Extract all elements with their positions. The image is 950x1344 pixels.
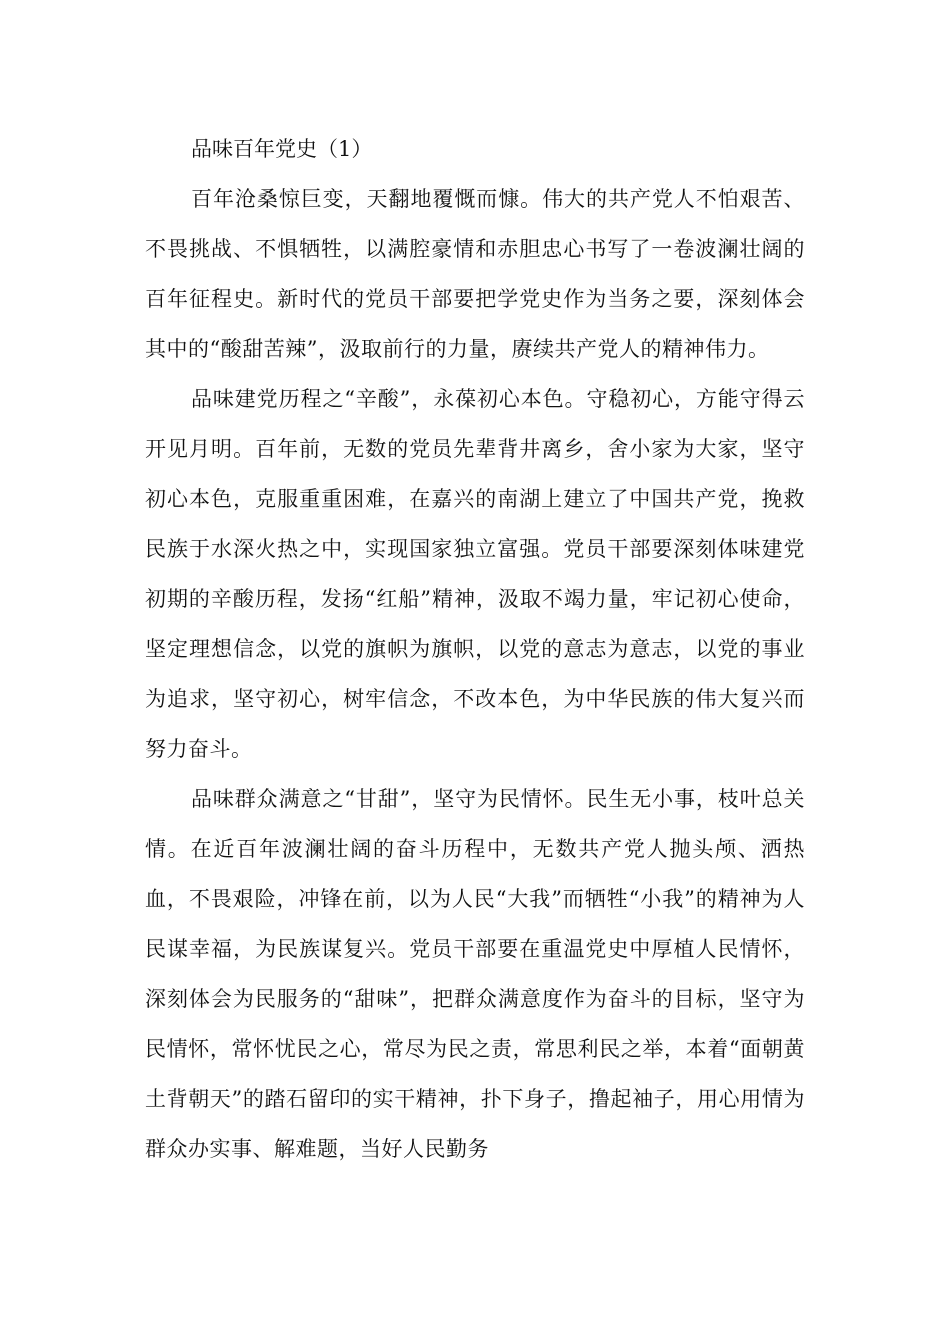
paragraph-founding-hardship: 品味建党历程之“辛酸”，永葆初心本色。守稳初心，方能守得云开见月明。百年前，无数的党员先辈背井离乡，舍小家为大家，坚守初心本色，克服重重困难，在嘉兴的南湖上建立了中国共产党，挽救民族于水深火热之中，实现国家独立富强。党员干部要深刻体味建党初期的辛酸历程，发扬“红船”精神，汲取不竭力量，牢记初心使命，坚定理想信念，以党的旗帜为旗帜，以党的意志为意志，以党的事业为追求，坚守初心，树牢信念，不改本色，为中华民族的伟大复兴而努力奋斗。 xyxy=(145,387,805,761)
paragraph-people-satisfaction: 品味群众满意之“甘甜”，坚守为民情怀。民生无小事，枝叶总关情。在近百年波澜壮阔的奋斗历程中，无数共产党人抛头颅、洒热血，不畏艰险，冲锋在前，以为人民“大我”而牺牲“小我”的精神为人民谋幸福，为民族谋复兴。党员干部要在重温党史中厚植人民情怀，深刻体会为民服务的“甜味”，把群众满意度作为奋斗的目标，坚守为民情怀，常怀忧民之心，常尽为民之责，常思利民之举，本着“面朝黄土背朝天”的踏石留印的实干精神，扑下身子，撸起袖子，用心用情为群众办实事、解难题，当好人民勤务 xyxy=(145,787,805,1161)
paragraph-intro: 百年沧桑惊巨变，天翻地覆慨而慷。伟大的共产党人不怕艰苦、不畏挑战、不惧牺牲，以满腔豪情和赤胆忠心书写了一卷波澜壮阔的百年征程史。新时代的党员干部要把学党史作为当务之要，深刻体会其中的“酸甜苦辣”，汲取前行的力量，赓续共产党人的精神伟力。 xyxy=(145,187,805,361)
document-title: 品味百年党史（1） xyxy=(191,137,373,161)
document-body xyxy=(145,124,805,1174)
